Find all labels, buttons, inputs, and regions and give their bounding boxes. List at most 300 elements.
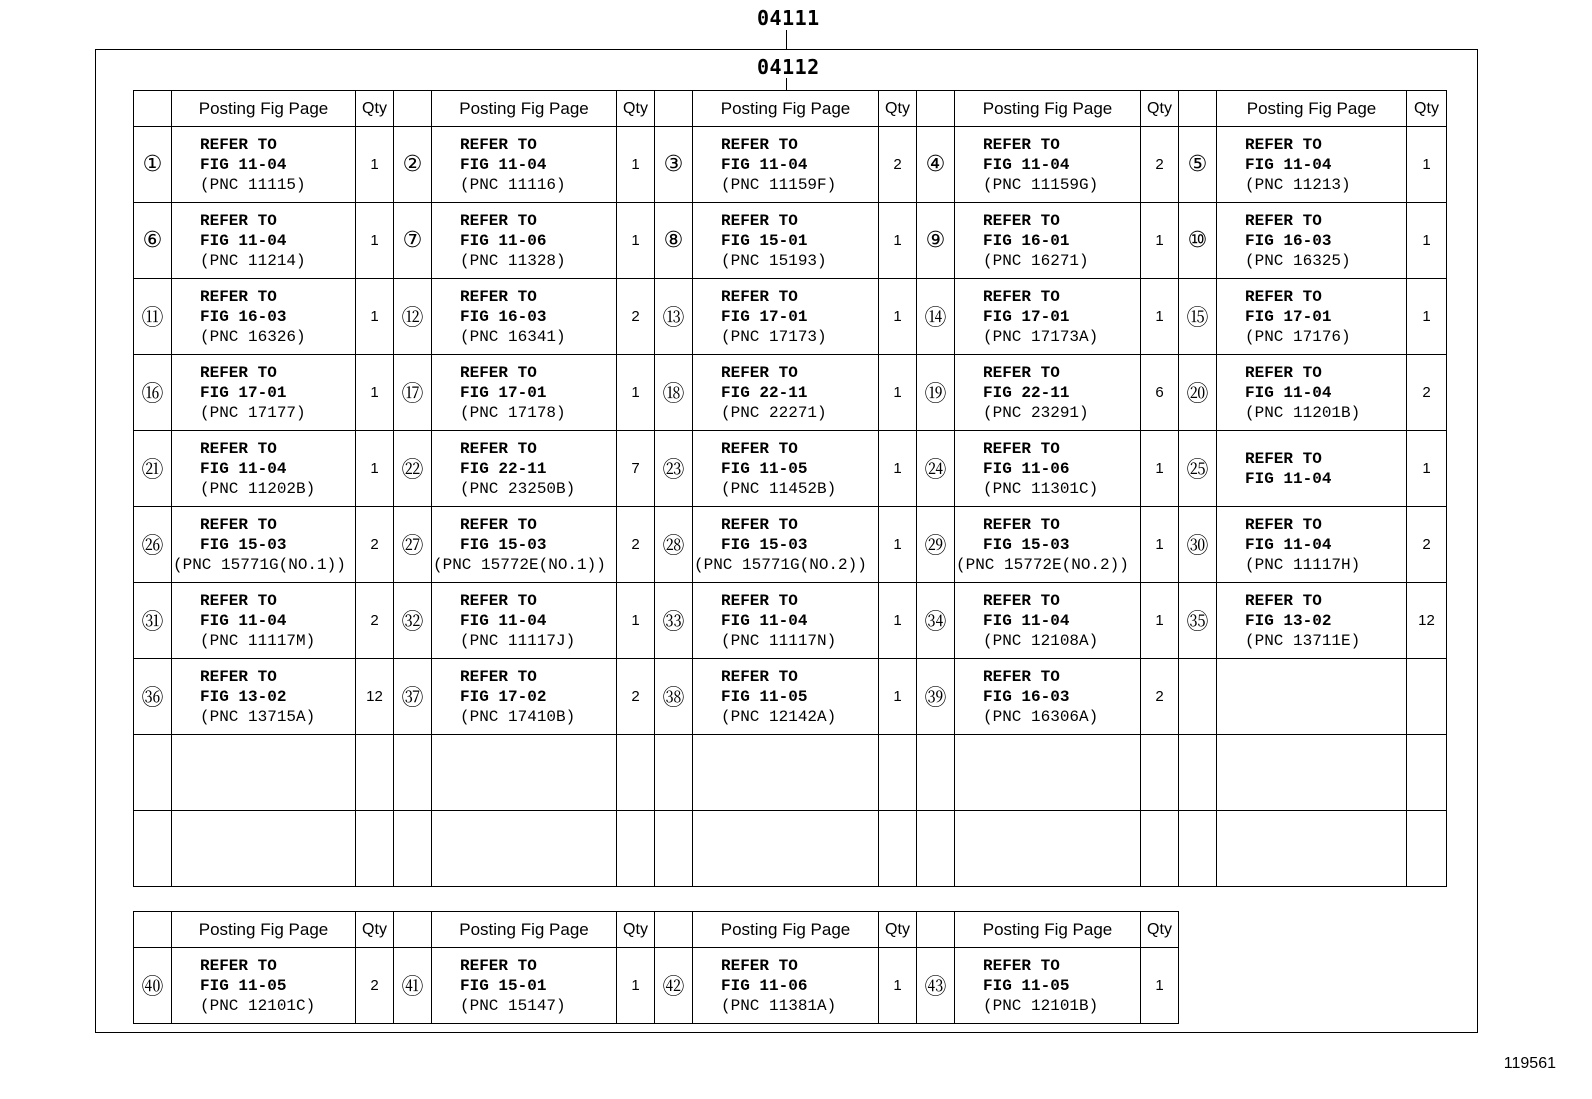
refer-to-text: REFER TO (200, 956, 277, 975)
fig-number-text: FIG 15-03 (721, 535, 808, 554)
qty-cell: 1 (879, 948, 917, 1024)
qty-cell (879, 811, 917, 887)
fig-reference-cell (955, 659, 1141, 735)
fig-reference-cell (172, 355, 356, 431)
fig-reference-cell (955, 507, 1141, 583)
refer-to-text: REFER TO (200, 667, 277, 686)
header-num-cell (917, 912, 955, 948)
pnc-text: (PNC 11452B) (721, 479, 837, 498)
fig-reference-cell (432, 507, 617, 583)
qty-cell (1407, 735, 1447, 811)
fig-number-text: FIG 11-04 (983, 611, 1070, 630)
fig-reference-cell (1217, 507, 1407, 583)
header-qty: Qty (617, 912, 655, 948)
header-posting-fig-page: Posting Fig Page (955, 912, 1141, 948)
header-posting-fig-page: Posting Fig Page (172, 912, 356, 948)
refer-to-text: REFER TO (460, 591, 537, 610)
qty-cell: 1 (617, 203, 655, 279)
refer-to-text: REFER TO (721, 667, 798, 686)
fig-reference-cell (172, 811, 356, 887)
pnc-text: (PNC 11202B) (200, 479, 316, 498)
fig-number-text: FIG 17-01 (983, 307, 1070, 326)
header-qty: Qty (1141, 912, 1179, 948)
item-number: ⑩ (1179, 203, 1217, 279)
pnc-text: (PNC 11213) (1245, 175, 1351, 194)
fig-number-text: FIG 15-03 (460, 535, 547, 554)
qty-cell: 1 (1141, 431, 1179, 507)
qty-cell: 1 (1141, 948, 1179, 1024)
item-number: ⑤ (1179, 127, 1217, 203)
qty-cell: 1 (879, 659, 917, 735)
pnc-text: (PNC 11201B) (1245, 403, 1361, 422)
qty-cell (356, 811, 394, 887)
refer-to-text: REFER TO (1245, 363, 1322, 382)
table-row (134, 203, 1447, 279)
item-number: ⑨ (917, 203, 955, 279)
pnc-text: (PNC 11116) (460, 175, 566, 194)
pnc-text: (PNC 11328) (460, 251, 566, 270)
illustration-id: 119561 (1503, 1055, 1556, 1072)
qty-cell: 1 (1407, 203, 1447, 279)
fig-reference-cell (955, 203, 1141, 279)
pnc-text: (PNC 11117M) (200, 631, 316, 650)
fig-reference-cell (1217, 127, 1407, 203)
qty-cell: 1 (1407, 127, 1447, 203)
refer-to-text: REFER TO (721, 515, 798, 534)
pnc-text: (PNC 23250B) (460, 479, 576, 498)
fig-number-text: FIG 11-04 (1245, 469, 1332, 488)
fig-number-text: FIG 11-04 (200, 155, 287, 174)
item-number: ⑰ (394, 355, 432, 431)
qty-cell: 1 (879, 279, 917, 355)
pnc-text: (PNC 11214) (200, 251, 306, 270)
refer-to-text: REFER TO (460, 363, 537, 382)
qty-cell: 1 (879, 583, 917, 659)
qty-cell: 1 (879, 507, 917, 583)
fig-reference-cell (693, 355, 879, 431)
refer-to-text: REFER TO (200, 287, 277, 306)
qty-cell: 2 (1407, 507, 1447, 583)
header-qty: Qty (1141, 91, 1179, 127)
refer-to-text: REFER TO (983, 591, 1060, 610)
item-number: ㉖ (134, 507, 172, 583)
header-num-cell (655, 912, 693, 948)
qty-cell: 12 (1407, 583, 1447, 659)
table-row (134, 127, 1447, 203)
pnc-text: (PNC 17173A) (983, 327, 1099, 346)
refer-to-text: REFER TO (1245, 591, 1322, 610)
refer-to-text: REFER TO (983, 956, 1060, 975)
supplementary-parts-table (133, 911, 1179, 1024)
fig-reference-cell (693, 811, 879, 887)
refer-to-text: REFER TO (460, 135, 537, 154)
qty-cell: 1 (879, 203, 917, 279)
table-row (134, 431, 1447, 507)
refer-to-text: REFER TO (721, 287, 798, 306)
fig-reference-cell (172, 948, 356, 1024)
refer-to-text: REFER TO (1245, 449, 1322, 468)
refer-to-text: REFER TO (721, 135, 798, 154)
item-number (394, 811, 432, 887)
supplementary-table-header (134, 912, 1179, 948)
fig-reference-cell (1217, 811, 1407, 887)
pnc-text: (PNC 11117J) (460, 631, 576, 650)
fig-reference-cell (955, 948, 1141, 1024)
fig-number-text: FIG 11-04 (200, 611, 287, 630)
pnc-text: (PNC 11159G) (983, 175, 1099, 194)
pnc-text: (PNC 11115) (200, 175, 306, 194)
supplementary-table-body (134, 948, 1179, 1024)
qty-cell: 1 (1141, 507, 1179, 583)
fig-reference-cell (693, 735, 879, 811)
qty-cell: 1 (356, 431, 394, 507)
fig-reference-cell (172, 583, 356, 659)
item-number: ㊳ (655, 659, 693, 735)
fig-number-text: FIG 11-04 (460, 155, 547, 174)
pnc-text: (PNC 15772E(NO.2)) (956, 555, 1129, 574)
fig-reference-cell (955, 355, 1141, 431)
fig-number-text: FIG 17-01 (460, 383, 547, 402)
table-row (134, 279, 1447, 355)
qty-cell: 2 (617, 659, 655, 735)
qty-cell: 1 (617, 948, 655, 1024)
inner-leader-line (786, 78, 787, 90)
fig-number-text: FIG 11-04 (1245, 535, 1332, 554)
fig-reference-cell (432, 431, 617, 507)
fig-number-text: FIG 11-04 (460, 611, 547, 630)
item-number: ㉝ (655, 583, 693, 659)
refer-to-text: REFER TO (1245, 287, 1322, 306)
refer-to-text: REFER TO (460, 439, 537, 458)
header-posting-fig-page: Posting Fig Page (432, 912, 617, 948)
fig-reference-cell (172, 279, 356, 355)
qty-cell: 2 (1141, 659, 1179, 735)
fig-number-text: FIG 11-04 (200, 231, 287, 250)
refer-to-text: REFER TO (460, 211, 537, 230)
fig-number-text: FIG 16-03 (200, 307, 287, 326)
refer-to-text: REFER TO (721, 591, 798, 610)
pnc-text: (PNC 12108A) (983, 631, 1099, 650)
fig-reference-cell (172, 735, 356, 811)
item-number: ② (394, 127, 432, 203)
fig-number-text: FIG 13-02 (200, 687, 287, 706)
refer-to-text: REFER TO (983, 439, 1060, 458)
fig-number-text: FIG 11-04 (1245, 155, 1332, 174)
item-number: ⑬ (655, 279, 693, 355)
refer-to-text: REFER TO (721, 439, 798, 458)
fig-number-text: FIG 11-04 (200, 459, 287, 478)
fig-reference-cell (693, 659, 879, 735)
qty-cell: 7 (617, 431, 655, 507)
item-number: ㊸ (917, 948, 955, 1024)
qty-cell: 2 (617, 279, 655, 355)
item-number: ⑭ (917, 279, 955, 355)
fig-number-text: FIG 11-05 (983, 976, 1070, 995)
fig-reference-cell (693, 507, 879, 583)
pnc-text: (PNC 11117N) (721, 631, 837, 650)
pnc-text: (PNC 17176) (1245, 327, 1351, 346)
refer-to-text: REFER TO (721, 211, 798, 230)
item-number: ㉔ (917, 431, 955, 507)
item-number (394, 735, 432, 811)
fig-number-text: FIG 11-05 (200, 976, 287, 995)
fig-reference-cell (172, 203, 356, 279)
pnc-text: (PNC 23291) (983, 403, 1089, 422)
pnc-text: (PNC 13715A) (200, 707, 316, 726)
qty-cell (1407, 659, 1447, 735)
qty-cell: 1 (1407, 279, 1447, 355)
fig-reference-cell (955, 811, 1141, 887)
qty-cell: 2 (1407, 355, 1447, 431)
item-number: ㊴ (917, 659, 955, 735)
pnc-text: (PNC 15193) (721, 251, 827, 270)
fig-reference-cell (172, 127, 356, 203)
pnc-text: (PNC 17410B) (460, 707, 576, 726)
fig-number-text: FIG 22-11 (721, 383, 808, 402)
fig-number-text: FIG 15-03 (983, 535, 1070, 554)
fig-reference-cell (1217, 279, 1407, 355)
item-number: ㉟ (1179, 583, 1217, 659)
header-num-cell (917, 91, 955, 127)
qty-cell: 1 (879, 431, 917, 507)
qty-cell: 1 (617, 355, 655, 431)
outer-leader-line (786, 30, 787, 49)
header-posting-fig-page: Posting Fig Page (172, 91, 356, 127)
item-number: ㊲ (394, 659, 432, 735)
fig-number-text: FIG 11-06 (983, 459, 1070, 478)
fig-number-text: FIG 15-01 (460, 976, 547, 995)
table-row (134, 811, 1447, 887)
qty-cell: 1 (617, 127, 655, 203)
fig-reference-cell (1217, 431, 1407, 507)
pnc-text: (PNC 15772E(NO.1)) (433, 555, 606, 574)
qty-cell: 2 (617, 507, 655, 583)
item-number (655, 735, 693, 811)
refer-to-text: REFER TO (1245, 135, 1322, 154)
refer-to-text: REFER TO (200, 515, 277, 534)
fig-number-text: FIG 11-04 (983, 155, 1070, 174)
item-number: ㉛ (134, 583, 172, 659)
item-number: ⑦ (394, 203, 432, 279)
main-table-header (134, 91, 1447, 127)
fig-reference-cell (432, 735, 617, 811)
fig-number-text: FIG 16-01 (983, 231, 1070, 250)
fig-reference-cell (432, 127, 617, 203)
item-number: ⑫ (394, 279, 432, 355)
qty-cell: 12 (356, 659, 394, 735)
item-number: ⑧ (655, 203, 693, 279)
item-number: ㉑ (134, 431, 172, 507)
item-number: ④ (917, 127, 955, 203)
fig-reference-cell (1217, 203, 1407, 279)
item-number: ⑪ (134, 279, 172, 355)
item-number: ㉘ (655, 507, 693, 583)
refer-to-text: REFER TO (200, 211, 277, 230)
fig-reference-cell (432, 355, 617, 431)
qty-cell: 1 (1141, 279, 1179, 355)
fig-reference-cell (955, 431, 1141, 507)
fig-reference-cell (172, 659, 356, 735)
item-number: ㉕ (1179, 431, 1217, 507)
fig-reference-cell (955, 735, 1141, 811)
item-number: ㊱ (134, 659, 172, 735)
fig-reference-cell (432, 203, 617, 279)
item-number (1179, 735, 1217, 811)
header-row (134, 91, 1447, 127)
table-row (134, 735, 1447, 811)
item-number: ⑳ (1179, 355, 1217, 431)
item-number: ⑮ (1179, 279, 1217, 355)
pnc-text: (PNC 17173) (721, 327, 827, 346)
fig-reference-cell (172, 507, 356, 583)
refer-to-text: REFER TO (460, 515, 537, 534)
qty-cell: 2 (356, 948, 394, 1024)
table-row (134, 659, 1447, 735)
item-number: ㉒ (394, 431, 432, 507)
fig-reference-cell (432, 811, 617, 887)
pnc-text: (PNC 12101C) (200, 996, 316, 1015)
fig-reference-cell (693, 431, 879, 507)
qty-cell (356, 735, 394, 811)
refer-to-text: REFER TO (983, 363, 1060, 382)
fig-number-text: FIG 22-11 (983, 383, 1070, 402)
pnc-text: (PNC 16306A) (983, 707, 1099, 726)
pnc-text: (PNC 11159F) (721, 175, 837, 194)
fig-reference-cell (693, 127, 879, 203)
qty-cell: 2 (879, 127, 917, 203)
refer-to-text: REFER TO (983, 515, 1060, 534)
fig-reference-cell (693, 279, 879, 355)
pnc-text: (PNC 15147) (460, 996, 566, 1015)
pnc-text: (PNC 17178) (460, 403, 566, 422)
qty-cell: 1 (356, 355, 394, 431)
fig-reference-cell (693, 583, 879, 659)
fig-number-text: FIG 16-03 (460, 307, 547, 326)
item-number (917, 735, 955, 811)
qty-cell (879, 735, 917, 811)
fig-number-text: FIG 13-02 (1245, 611, 1332, 630)
item-number (917, 811, 955, 887)
refer-to-text: REFER TO (983, 135, 1060, 154)
fig-number-text: FIG 15-01 (721, 231, 808, 250)
fig-reference-cell (693, 203, 879, 279)
refer-to-text: REFER TO (1245, 515, 1322, 534)
header-qty: Qty (356, 91, 394, 127)
table-row (134, 507, 1447, 583)
table-row (134, 355, 1447, 431)
fig-reference-cell (955, 127, 1141, 203)
refer-to-text: REFER TO (983, 211, 1060, 230)
pnc-text: (PNC 11117H) (1245, 555, 1361, 574)
qty-cell (1141, 735, 1179, 811)
refer-to-text: REFER TO (200, 135, 277, 154)
fig-number-text: FIG 15-03 (200, 535, 287, 554)
pnc-text: (PNC 16326) (200, 327, 306, 346)
qty-cell: 2 (1141, 127, 1179, 203)
qty-cell: 1 (356, 127, 394, 203)
fig-number-text: FIG 17-01 (200, 383, 287, 402)
refer-to-text: REFER TO (200, 439, 277, 458)
item-number: ⑱ (655, 355, 693, 431)
header-row (134, 912, 1179, 948)
qty-cell: 2 (356, 507, 394, 583)
fig-number-text: FIG 17-01 (1245, 307, 1332, 326)
qty-cell (1407, 811, 1447, 887)
qty-cell: 6 (1141, 355, 1179, 431)
fig-reference-cell (1217, 583, 1407, 659)
pnc-text: (PNC 16341) (460, 327, 566, 346)
fig-number-text: FIG 11-06 (460, 231, 547, 250)
fig-number-text: FIG 11-05 (721, 687, 808, 706)
item-number (134, 735, 172, 811)
fig-number-text: FIG 17-02 (460, 687, 547, 706)
header-num-cell (1179, 91, 1217, 127)
header-posting-fig-page: Posting Fig Page (693, 91, 879, 127)
item-number: ㉜ (394, 583, 432, 659)
header-posting-fig-page: Posting Fig Page (1217, 91, 1407, 127)
header-num-cell (394, 912, 432, 948)
item-number: ㊶ (394, 948, 432, 1024)
header-posting-fig-page: Posting Fig Page (432, 91, 617, 127)
pnc-text: (PNC 22271) (721, 403, 827, 422)
fig-number-text: FIG 11-04 (721, 611, 808, 630)
header-qty: Qty (879, 91, 917, 127)
qty-cell (1141, 811, 1179, 887)
refer-to-text: REFER TO (200, 591, 277, 610)
fig-number-text: FIG 17-01 (721, 307, 808, 326)
table-row (134, 583, 1447, 659)
header-posting-fig-page: Posting Fig Page (693, 912, 879, 948)
main-parts-table (133, 90, 1447, 887)
fig-reference-cell (432, 583, 617, 659)
pnc-text: (PNC 15771G(NO.2)) (694, 555, 867, 574)
refer-to-text: REFER TO (721, 363, 798, 382)
qty-cell: 2 (356, 583, 394, 659)
header-num-cell (134, 912, 172, 948)
pnc-text: (PNC 17177) (200, 403, 306, 422)
fig-reference-cell (172, 431, 356, 507)
fig-number-text: FIG 22-11 (460, 459, 547, 478)
refer-to-text: REFER TO (200, 363, 277, 382)
pnc-text: (PNC 12142A) (721, 707, 837, 726)
qty-cell: 1 (356, 203, 394, 279)
main-table-body (134, 127, 1447, 887)
fig-number-text: FIG 11-05 (721, 459, 808, 478)
qty-cell: 1 (1141, 203, 1179, 279)
fig-reference-cell (1217, 659, 1407, 735)
fig-number-text: FIG 16-03 (1245, 231, 1332, 250)
item-number (1179, 659, 1217, 735)
fig-number-text: FIG 11-04 (721, 155, 808, 174)
item-number: ③ (655, 127, 693, 203)
fig-reference-cell (432, 948, 617, 1024)
item-number: ㊵ (134, 948, 172, 1024)
fig-number-text: FIG 11-06 (721, 976, 808, 995)
item-number: ㉙ (917, 507, 955, 583)
item-number: ㉞ (917, 583, 955, 659)
qty-cell: 1 (879, 355, 917, 431)
fig-number-text: FIG 16-03 (983, 687, 1070, 706)
item-number: ㉓ (655, 431, 693, 507)
header-qty: Qty (879, 912, 917, 948)
pnc-text: (PNC 11381A) (721, 996, 837, 1015)
item-number: ① (134, 127, 172, 203)
item-number: ㉗ (394, 507, 432, 583)
item-number (1179, 811, 1217, 887)
fig-reference-cell (693, 948, 879, 1024)
header-num-cell (655, 91, 693, 127)
refer-to-text: REFER TO (983, 287, 1060, 306)
